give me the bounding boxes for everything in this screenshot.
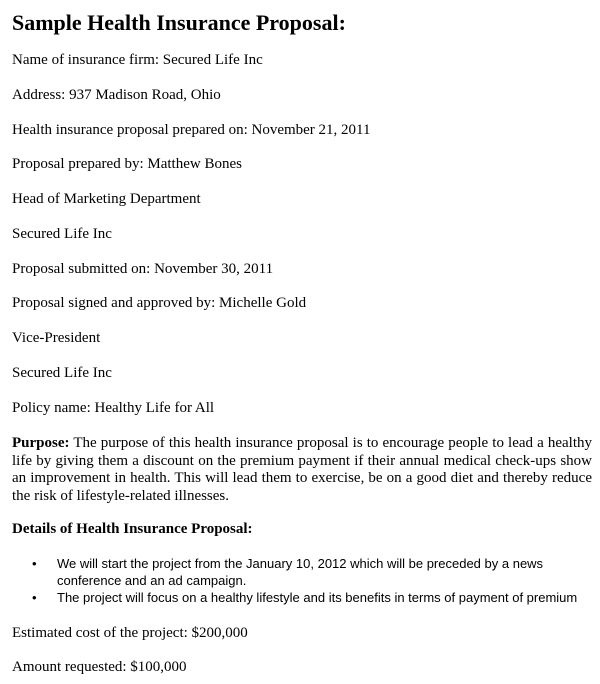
address-line: Address: 937 Madison Road, Ohio <box>12 87 221 103</box>
insurance-firm-line: Name of insurance firm: Secured Life Inc <box>12 52 263 68</box>
purpose-paragraph <box>12 435 592 505</box>
department-line: Head of Marketing Department <box>12 191 201 207</box>
submitted-on-line: Proposal submitted on: November 30, 2011 <box>12 261 274 277</box>
prepared-on-line: Health insurance proposal prepared on: November 21, 2011 <box>12 122 371 138</box>
bullet-text: We will start the project from the January 10, 2012 which will be preceded by a news conference and an ad campaign. <box>57 556 544 588</box>
document-title: Sample Health Insurance Proposal: <box>12 10 346 35</box>
purpose-text: The purpose of this health insurance proposal is to encourage people to lead a healthy life by giving them a discount on the premium payment if their annual medical check-ups show an improvement in health. This will lead them to exercise, be on a good diet and thereby reduce the risk of lifestyle-related illnesses. <box>12 435 592 504</box>
list-item <box>0 555 600 589</box>
approver-title-line: Vice-President <box>12 330 101 346</box>
amount-requested-line: Amount requested: $100,000 <box>12 659 187 675</box>
details-heading: Details of Health Insurance Proposal: <box>12 521 253 537</box>
details-bullet-list <box>0 555 600 606</box>
estimated-cost-line: Estimated cost of the project: $200,000 <box>12 625 248 641</box>
preparer-company-line: Secured Life Inc <box>12 226 112 242</box>
bullet-icon: • <box>32 556 37 571</box>
list-item <box>0 589 600 606</box>
approved-by-line: Proposal signed and approved by: Michelle Gold <box>12 295 307 311</box>
approver-company-line: Secured Life Inc <box>12 365 112 381</box>
prepared-by-line: Proposal prepared by: Matthew Bones <box>12 156 242 172</box>
bullet-text: The project will focus on a healthy lifestyle and its benefits in terms of payment of premium <box>57 590 578 605</box>
policy-name-line: Policy name: Healthy Life for All <box>12 400 215 416</box>
bullet-icon: • <box>32 590 37 605</box>
purpose-label: Purpose: <box>12 435 70 451</box>
